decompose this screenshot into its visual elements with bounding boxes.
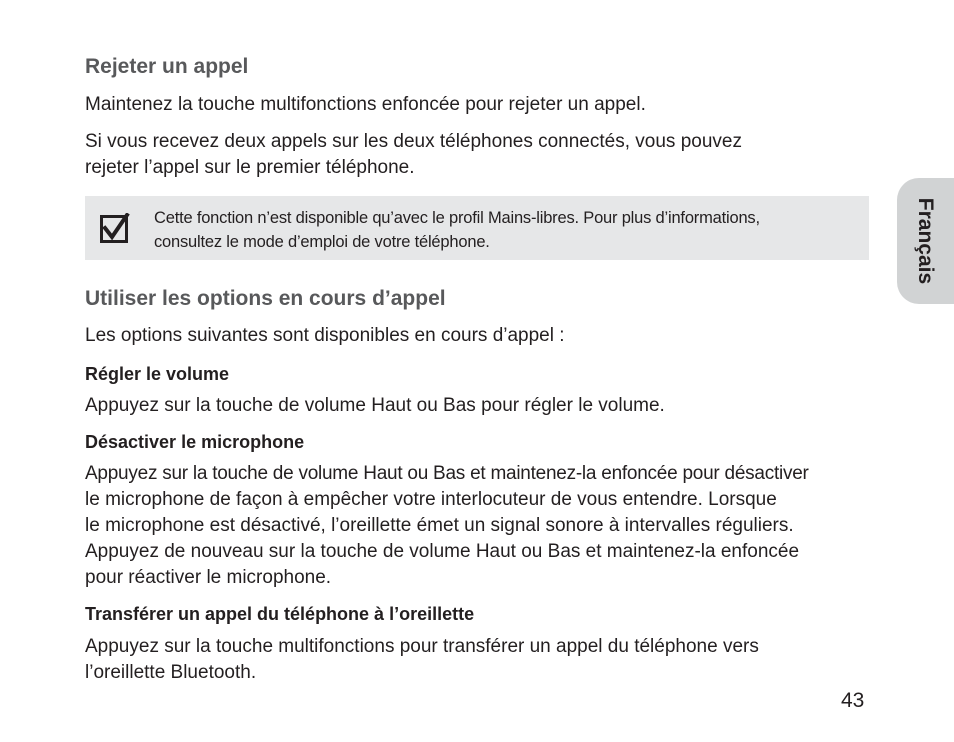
paragraph-two-calls-line-1: Si vous recevez deux appels sur les deux téléphones connectés, vous pouvez	[85, 131, 742, 152]
paragraph-two-calls-line-2: rejeter l’appel sur le premier téléphone.	[85, 157, 415, 178]
paragraph-mute-line-1: Appuyez sur la touche de volume Haut ou Bas et maintenez-la enfoncée pour désactiver	[85, 463, 809, 484]
paragraph-reject-call: Maintenez la touche multifonctions enfoncée pour rejeter un appel.	[85, 94, 646, 115]
paragraph-mute-line-5: pour réactiver le microphone.	[85, 567, 332, 588]
paragraph-mute-line-2: le microphone de façon à empêcher votre interlocuteur de vous entendre. Lorsque	[85, 489, 777, 510]
page-number: 43	[841, 689, 865, 712]
checkbox-check-icon	[100, 213, 130, 243]
section-heading-call-options: Utiliser les options en cours d’appel	[85, 287, 446, 310]
paragraph-transfer-line-1: Appuyez sur la touche multifonctions pour transférer un appel du téléphone vers	[85, 636, 759, 657]
paragraph-mute-line-4: Appuyez de nouveau sur la touche de volume Haut ou Bas et maintenez-la enfoncée	[85, 541, 800, 562]
paragraph-options-intro: Les options suivantes sont disponibles en cours d’appel :	[85, 325, 565, 346]
paragraph-volume: Appuyez sur la touche de volume Haut ou Bas pour régler le volume.	[85, 395, 665, 416]
language-side-tab	[897, 178, 954, 304]
note-line-2: consultez le mode d’emploi de votre téléphone.	[154, 233, 490, 251]
section-heading-reject-call: Rejeter un appel	[85, 55, 249, 78]
paragraph-mute-line-3: le microphone est désactivé, l’oreillette émet un signal sonore à intervalles réguliers.	[85, 515, 794, 536]
paragraph-transfer-line-2: l’oreillette Bluetooth.	[85, 662, 257, 683]
subheading-mute: Désactiver le microphone	[85, 432, 305, 452]
note-line-1: Cette fonction n’est disponible qu’avec le profil Mains-libres. Pour plus d’informations,	[154, 209, 760, 227]
note-text	[154, 206, 760, 254]
language-label: Français	[914, 197, 937, 285]
note-box	[85, 196, 869, 260]
subheading-transfer: Transférer un appel du téléphone à l’oreillette	[85, 604, 475, 624]
subheading-volume: Régler le volume	[85, 364, 230, 384]
